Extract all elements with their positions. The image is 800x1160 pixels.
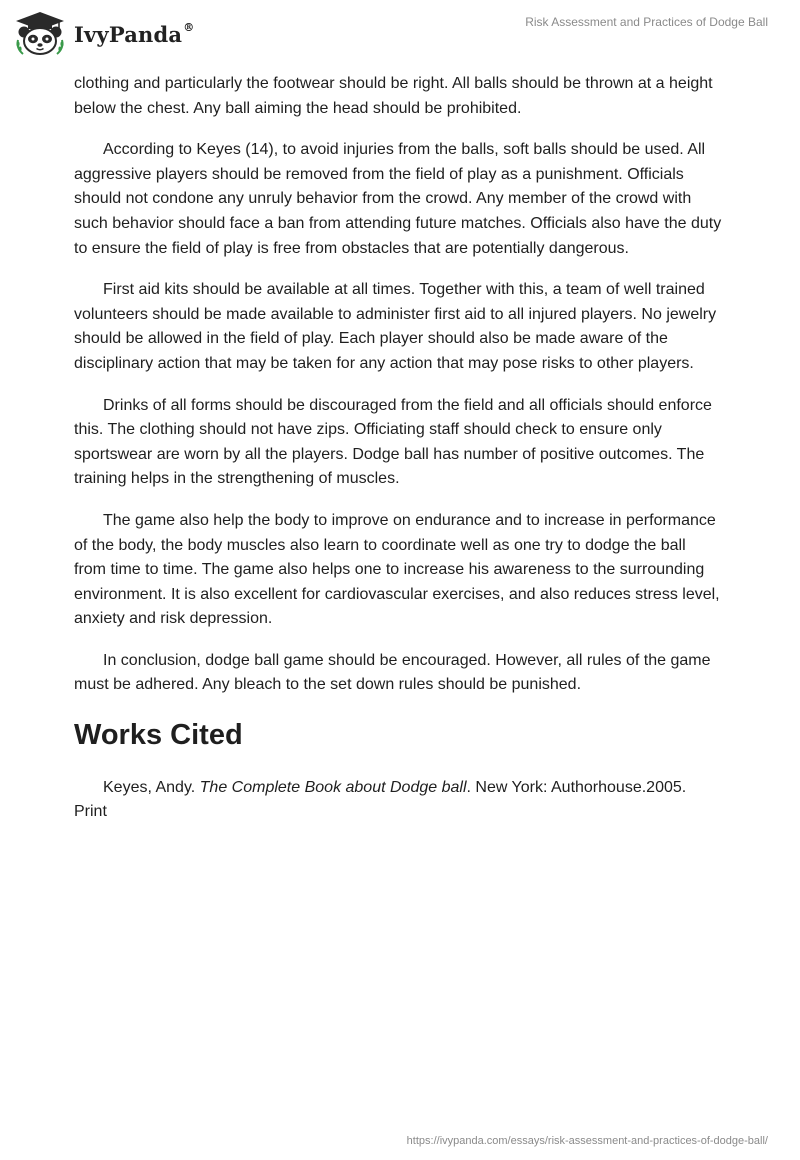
logo-text: IvyPanda: [74, 21, 183, 47]
ivypanda-logo[interactable]: [14, 10, 194, 56]
citation-author: Keyes, Andy.: [103, 778, 200, 796]
paragraph: The game also help the body to improve on endurance and to increase in performance of the body, the body muscles also learn to coordinate well as one try to dodge the ball from time to time. The game also helps one to increase his awareness to the surrounding environment. It is also excellent for cardiovascular exercises, and also reduces stress level, anxiety and risk depression.: [74, 511, 720, 628]
works-cited-heading: Works Cited: [74, 719, 243, 752]
essay-body: [74, 72, 722, 842]
paragraph: In conclusion, dodge ball game should be encouraged. However, all rules of the game must be adhered. Any bleach to the set down rules should be punished.: [74, 651, 711, 694]
source-url[interactable]: https://ivypanda.com/essays/risk-assessment-and-practices-of-dodge-ball/: [406, 1135, 768, 1147]
paragraph: According to Keyes (14), to avoid injuries from the balls, soft balls should be used. All aggressive players should be removed from the field of play as a punishment. Officials should not condone any unruly behavior from the crowd. Any member of the crowd with such behavior should face a ban from attending future matches. Officials also have the duty to ensure the field of play is free from obstacles that are potentially dangerous.: [74, 141, 722, 257]
page-header: [0, 0, 800, 70]
paragraph: First aid kits should be available at all times. Together with this, a team of well trained volunteers should be made available to administer first aid to all injured players. No jewelry should be allowed in the field of play. Each player should also be made aware of the disciplinary action that may be taken for any action that may pose risks to other players.: [74, 281, 717, 372]
paragraph: clothing and particularly the footwear should be right. All balls should be thrown at a height below the chest. Any ball aiming the head should be prohibited.: [74, 75, 713, 117]
document-title: Risk Assessment and Practices of Dodge Ball: [525, 15, 768, 29]
registered-mark: ®: [183, 20, 195, 34]
panda-graduate-icon: [14, 10, 66, 56]
paragraph: Drinks of all forms should be discouraged from the field and all officials should enforce this. The clothing should not have zips. Officiating staff should check to ensure only sportswear are worn by all the players. Dodge ball has number of positive outcomes. The training helps in the strengthening of muscles.: [74, 396, 712, 488]
citation-title: The Complete Book about Dodge ball: [199, 778, 467, 796]
citation-publication: . New York: Authorhouse.2005. Print: [74, 778, 687, 821]
citation-entry: [74, 776, 722, 825]
logo-wordmark: [74, 20, 195, 47]
